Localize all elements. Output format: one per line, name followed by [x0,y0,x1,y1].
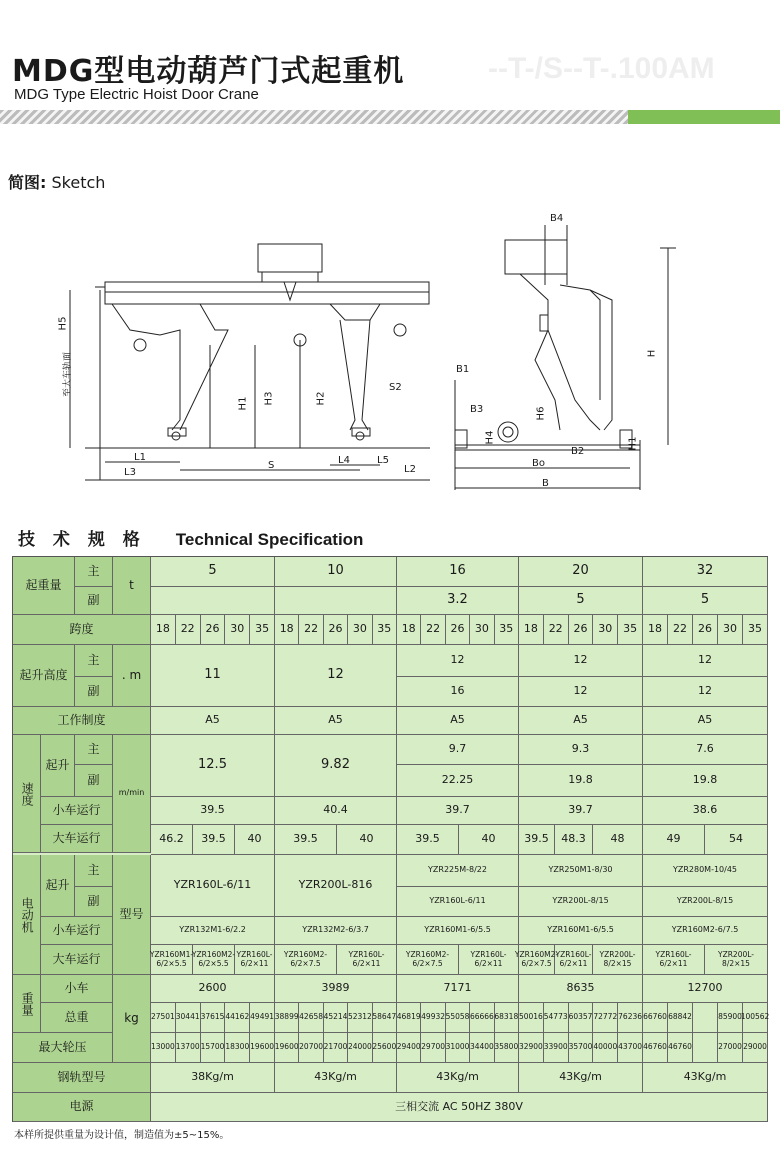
label-work-class: 工作制度 [13,707,151,735]
label-motor: 电动机 [13,855,41,975]
crane-motor: YZR160L-6/2×11 [643,945,705,975]
watermark: --T-/S--T-.100AM [488,52,715,85]
label-hoist: 起升 [41,855,75,917]
wheel-load: 29400 [397,1033,421,1063]
span-value: 35 [618,615,643,645]
work-class: A5 [275,707,397,735]
crane-speed: 49 [643,825,705,855]
label-hoist: 起升 [41,735,75,797]
crane-motor: YZR160L-6/2×11 [459,945,519,975]
work-class: A5 [151,707,275,735]
trolley-motor: YZR160M1-6/5.5 [397,917,519,945]
dim-b1: B1 [456,364,470,375]
total-weight: 55058 [446,1003,470,1033]
span-value: 26 [569,615,594,645]
wheel-load: 29000 [743,1033,768,1063]
crane-motor: YZR160M2-6/2×7.5 [397,945,459,975]
trolley-motor: YZR160M2-6/7.5 [643,917,768,945]
dim-s2: S2 [389,382,402,393]
hoist-motor-main: YZR225M-8/22 [397,855,519,887]
cap-aux-empty [151,587,275,615]
trolley-weight: 12700 [643,975,768,1003]
total-weight: 68842 [668,1003,693,1033]
label-total: 总重 [41,1003,113,1033]
cap-main: 16 [397,557,519,587]
hoist-speed-main: 7.6 [643,735,768,765]
dim-h6: H6 [535,406,547,421]
wheel-load: 33900 [544,1033,569,1063]
hoist-speed-aux: 22.25 [397,765,519,797]
label-speed: 速度 [13,735,41,853]
label-trolley: 小车 [41,975,113,1003]
span-value: 22 [544,615,569,645]
crane-motor: YZR160L-6/2×11 [235,945,275,975]
dim-b4: B4 [550,213,564,224]
span-value: 18 [643,615,668,645]
crane-speed: 39.5 [397,825,459,855]
lift-height-main: 12 [643,645,768,677]
label-max-wheel: 最大轮压 [13,1033,113,1063]
cap-aux: 5 [643,587,768,615]
hoist-motor-main: YZR250M1-8/30 [519,855,643,887]
label-main: 主 [75,645,113,677]
wheel-load: 34400 [470,1033,494,1063]
crane-motor: YZR160M2-6/2×7.5 [275,945,337,975]
hoist-speed-aux: 19.8 [643,765,768,797]
total-weight: 100562 [743,1003,768,1033]
work-class: A5 [397,707,519,735]
crane-speed: 39.5 [275,825,337,855]
dim-l2: L2 [404,464,416,475]
total-weight: 85900 [718,1003,743,1033]
lift-height-main: 12 [519,645,643,677]
label-lift-height: 起升高度 [13,645,75,707]
hoist-speed: 9.82 [275,735,397,797]
hoist-motor: YZR200L-816 [275,855,397,917]
span-value: 30 [470,615,494,645]
rail-type: 43Kg/m [519,1063,643,1093]
crane-speed: 40 [337,825,397,855]
dim-l1: L1 [134,452,146,463]
span-value: 35 [373,615,397,645]
total-weight: 30441 [176,1003,201,1033]
span-value: 26 [693,615,718,645]
hoist-motor-main: YZR280M-10/45 [643,855,768,887]
cap-main: 20 [519,557,643,587]
dim-h: H [646,349,658,358]
wheel-load: 19600 [250,1033,275,1063]
unit-m: . m [113,645,151,707]
work-class: A5 [519,707,643,735]
unit-t: t [113,557,151,615]
span-value: 35 [250,615,275,645]
dim-rail-note: 至大车轨面 [63,351,74,398]
label-crane-travel: 大车运行 [41,825,113,853]
page-subtitle: MDG Type Electric Hoist Door Crane [14,86,259,103]
footnote: 本样所提供重量为设计值，制造值为±5~15%。 [14,1130,230,1141]
total-weight: 76236 [618,1003,643,1033]
wheel-load: 31000 [446,1033,470,1063]
dim-l5: L5 [377,455,389,466]
label-rail: 钢轨型号 [13,1063,151,1093]
total-weight: 66760 [643,1003,668,1033]
span-value: 18 [151,615,176,645]
page-title: MDG型电动葫芦门式起重机 [12,54,405,89]
crane-speed: 46.2 [151,825,193,855]
hoist-speed-main: 9.7 [397,735,519,765]
hoist-motor-aux: YZR160L-6/11 [397,887,519,917]
sketch-label: 简图: Sketch [8,173,106,192]
trolley-speed: 39.5 [151,797,275,825]
crane-speed: 40 [235,825,275,855]
crane-motor: YZR200L-8/2×15 [593,945,643,975]
dim-l3: L3 [124,467,136,478]
span-value: 26 [446,615,470,645]
span-value: 18 [519,615,544,645]
rail-type: 43Kg/m [397,1063,519,1093]
span-value: 26 [201,615,226,645]
label-trolley-travel: 小车运行 [41,917,113,945]
dim-b0: Bo [532,458,545,469]
wheel-load: 13000 [151,1033,176,1063]
total-weight [693,1003,718,1033]
span-value: 35 [495,615,519,645]
dim-b2: B2 [571,446,585,457]
crane-motor: YZR160M2-6/2×5.5 [193,945,235,975]
crane-speed: 54 [705,825,768,855]
lift-height-main: 12 [397,645,519,677]
wheel-load: 21700 [324,1033,348,1063]
wheel-load: 35700 [569,1033,594,1063]
label-aux: 副 [75,765,113,797]
label-weight: 重量 [13,975,41,1033]
dim-h1: H1 [237,396,249,411]
hoist-speed-main: 9.3 [519,735,643,765]
span-value: 22 [668,615,693,645]
lift-height-aux: 16 [397,677,519,707]
wheel-load: 32900 [519,1033,544,1063]
wheel-load: 13700 [176,1033,201,1063]
span-value: 18 [397,615,421,645]
span-value: 22 [299,615,323,645]
unit-kg: kg [113,975,151,1063]
total-weight: 46819 [397,1003,421,1033]
total-weight: 54773 [544,1003,569,1033]
total-weight: 68318 [495,1003,519,1033]
label-main: 主 [75,855,113,887]
trolley-weight: 3989 [275,975,397,1003]
total-weight: 37615 [201,1003,226,1033]
trolley-speed: 39.7 [519,797,643,825]
hoist-speed-aux: 19.8 [519,765,643,797]
crane-motor: YZR160M2-6/2×7.5 [519,945,555,975]
hoist-speed: 12.5 [151,735,275,797]
wheel-load: 15700 [201,1033,226,1063]
span-value: 30 [348,615,372,645]
cap-main: 32 [643,557,768,587]
dim-h3: H3 [263,391,275,406]
hoist-motor-aux: YZR200L-8/15 [519,887,643,917]
cap-main: 10 [275,557,397,587]
crane-motor: YZR200L-8/2×15 [705,945,768,975]
trolley-speed: 39.7 [397,797,519,825]
wheel-load: 29700 [421,1033,445,1063]
wheel-load: 27000 [718,1033,743,1063]
total-weight: 38899 [275,1003,299,1033]
trolley-weight: 7171 [397,975,519,1003]
cap-main: 5 [151,557,275,587]
dim-b3: B3 [470,404,484,415]
trolley-motor: YZR132M2-6/3.7 [275,917,397,945]
crane-speed: 39.5 [193,825,235,855]
total-weight: 58647 [373,1003,397,1033]
crane-speed: 40 [459,825,519,855]
span-value: 22 [176,615,201,645]
dim-s: S [268,460,275,471]
power-supply: 三相交流 AC 50HZ 380V [151,1093,768,1122]
wheel-load: 35800 [495,1033,519,1063]
dim-h4: H4 [484,430,496,445]
trolley-speed: 40.4 [275,797,397,825]
dim-h-right: H1 [627,436,639,451]
span-value: 30 [225,615,250,645]
dim-h5: H5 [57,316,69,331]
lift-height-aux: 12 [643,677,768,707]
total-weight: 27501 [151,1003,176,1033]
crane-motor: YZR160L-6/2×11 [555,945,593,975]
work-class: A5 [643,707,768,735]
spec-title: 技 术 规 格 Technical Specification [18,530,364,550]
trolley-speed: 38.6 [643,797,768,825]
crane-speed: 39.5 [519,825,555,855]
hoist-motor-aux: YZR200L-8/15 [643,887,768,917]
total-weight: 60357 [569,1003,594,1033]
rail-type: 38Kg/m [151,1063,275,1093]
total-weight: 45214 [324,1003,348,1033]
label-aux: 副 [75,587,113,615]
total-weight: 72772 [593,1003,618,1033]
total-weight: 49932 [421,1003,445,1033]
crane-speed: 48 [593,825,643,855]
dim-b: B [542,478,549,489]
lift-height: 12 [275,645,397,707]
wheel-load: 43700 [618,1033,643,1063]
spec-table [12,556,768,1122]
lift-height-aux: 12 [519,677,643,707]
hoist-motor: YZR160L-6/11 [151,855,275,917]
wheel-load: 18300 [225,1033,250,1063]
rail-type: 43Kg/m [643,1063,768,1093]
total-weight: 42658 [299,1003,323,1033]
lift-height: 11 [151,645,275,707]
unit-speed: m/min [113,735,151,853]
total-weight: 49491 [250,1003,275,1033]
label-aux: 副 [75,677,113,707]
trolley-weight: 8635 [519,975,643,1003]
cap-aux: 5 [519,587,643,615]
label-crane-travel: 大车运行 [41,945,113,975]
dim-l4: L4 [338,455,350,466]
trolley-motor: YZR132M1-6/2.2 [151,917,275,945]
span-value: 35 [743,615,768,645]
wheel-load: 19600 [275,1033,299,1063]
wheel-load: 25600 [373,1033,397,1063]
span-value: 18 [275,615,299,645]
label-main: 主 [75,735,113,765]
wheel-load: 46760 [668,1033,693,1063]
wheel-load: 24000 [348,1033,372,1063]
total-weight: 52312 [348,1003,372,1033]
total-weight: 66666 [470,1003,494,1033]
dim-h2: H2 [315,391,327,406]
label-main: 主 [75,557,113,587]
crane-speed: 48.3 [555,825,593,855]
crane-motor: YZR160M1-6/2×5.5 [151,945,193,975]
label-power: 电源 [13,1093,151,1122]
total-weight: 50016 [519,1003,544,1033]
wheel-load: 20700 [299,1033,323,1063]
span-value: 26 [324,615,348,645]
cap-aux-empty [275,587,397,615]
crane-motor: YZR160L-6/2×11 [337,945,397,975]
trolley-weight: 2600 [151,975,275,1003]
span-value: 30 [593,615,618,645]
sketch-dimensions [0,0,780,520]
label-lifting-capacity: 起重量 [13,557,75,615]
rail-type: 43Kg/m [275,1063,397,1093]
label-model: 型号 [113,855,151,975]
wheel-load [693,1033,718,1063]
cap-aux: 3.2 [397,587,519,615]
label-aux: 副 [75,887,113,917]
span-value: 22 [421,615,445,645]
total-weight: 44162 [225,1003,250,1033]
label-trolley-travel: 小车运行 [41,797,113,825]
wheel-load: 40000 [593,1033,618,1063]
trolley-motor: YZR160M1-6/5.5 [519,917,643,945]
span-value: 30 [718,615,743,645]
wheel-load: 46760 [643,1033,668,1063]
label-span: 跨度 [13,615,151,645]
